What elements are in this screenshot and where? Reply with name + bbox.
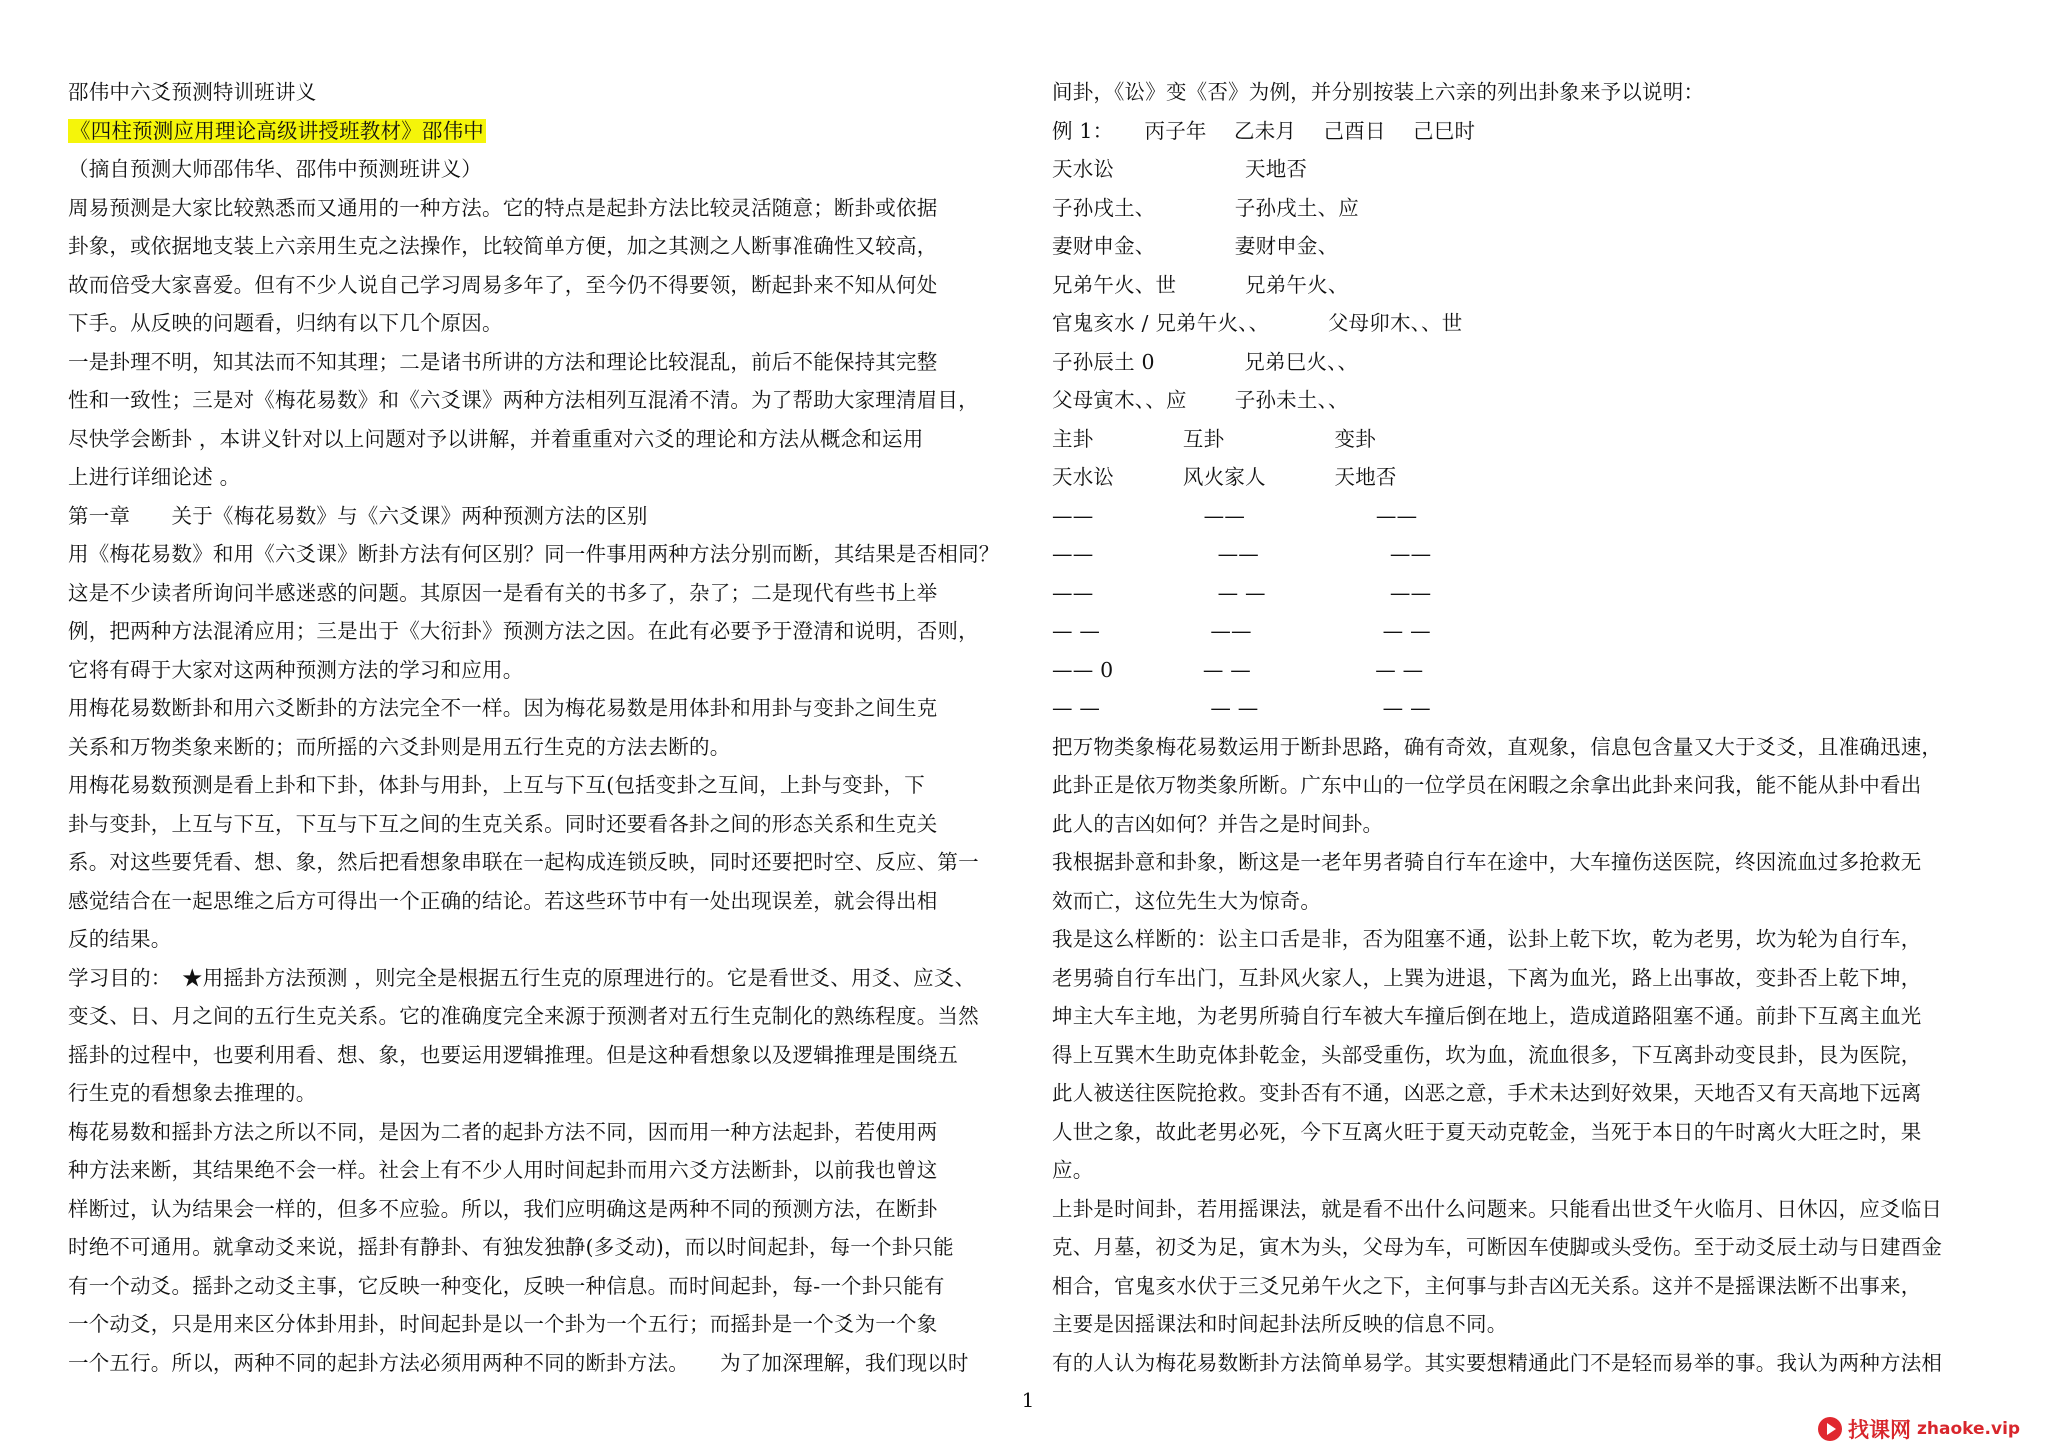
right-line: 此卦正是依万物类象所断。广东中山的一位学员在闲暇之余拿出此卦来问我，能不能从卦中看出 bbox=[1052, 773, 1922, 797]
watermark-domain: zhaoke.vip bbox=[1917, 1419, 2021, 1439]
right-line: 父母寅木、、应 子孙未土、、 bbox=[1052, 388, 1349, 412]
right-line: 得上互巽木生助克体卦乾金，头部受重伤，坎为血，流血很多，下互离卦动变艮卦，艮为医院， bbox=[1052, 1042, 1922, 1067]
right-line: 坤主大车主地，为老男所骑自行车被大车撞后倒在地上，造成道路阻塞不通。前卦下互离主血光 bbox=[1052, 1004, 1922, 1028]
right-line: 克、月墓，初爻为足，寅木为头，父母为车，可断因车使脚或头受伤。至于动爻辰土动与日建酉金 bbox=[1052, 1235, 1943, 1259]
right-line: 相合，官鬼亥水伏于三爻兄弟午火之下，主何事与卦吉凶无关系。这并不是摇课法断不出事来， bbox=[1052, 1273, 1922, 1298]
left-line: 一是卦理不明，知其法而不知其理；二是诸书所讲的方法和理论比较混乱，前后不能保持其完整 bbox=[68, 349, 938, 374]
right-line: 天水讼 风火家人 天地否 bbox=[1052, 465, 1397, 489]
right-line: 间卦，《讼》变《否》为例，并分别按装上六亲的列出卦象来予以说明： bbox=[1052, 80, 1705, 104]
right-line: — — —— — — bbox=[1052, 619, 1431, 643]
right-line: 人世之象，故此老男必死，今下互离火旺于夏天动克乾金，当死于本日的午时离火大旺之时，果 bbox=[1052, 1119, 1922, 1144]
right-line: 妻财申金、 妻财申金、 bbox=[1052, 234, 1339, 258]
left-line: 反的结果。 bbox=[68, 927, 172, 951]
right-line: 例 1： 丙子年 乙未月 己酉日 己巳时 bbox=[1052, 118, 1476, 143]
left-line: 种方法来断，其结果绝不会一样。社会上有不少人用时间起卦而用六爻方法断卦，以前我也曾这 bbox=[68, 1158, 938, 1182]
right-line: —— — — —— bbox=[1052, 580, 1432, 605]
play-logo-icon bbox=[1818, 1417, 1842, 1441]
left-line: 摇卦的过程中，也要利用看、想、象，也要运用逻辑推理。但是这种看想象以及逻辑推理是围绕五 bbox=[68, 1042, 959, 1067]
right-line: 有的人认为梅花易数断卦方法简单易学。其实要想精通此门不是轻而易举的事。我认为两种方法相 bbox=[1052, 1350, 1943, 1375]
right-line: 天水讼 天地否 bbox=[1052, 157, 1308, 181]
right-line: 老男骑自行车出门，互卦风火家人，上巽为进退，下离为血光，路上出事故，变卦否上乾下坤， bbox=[1052, 965, 1922, 990]
right-line: 我是这么样断的：讼主口舌是非，否为阻塞不通，讼卦上乾下坎，乾为老男，坎为轮为自行车， bbox=[1052, 927, 1922, 951]
right-line: 主要是因摇课法和时间起卦法所反映的信息不同。 bbox=[1052, 1312, 1508, 1336]
right-line: 子孙辰土 0 兄弟巳火、、 bbox=[1052, 349, 1359, 374]
left-line: 用梅花易数断卦和用六爻断卦的方法完全不一样。因为梅花易数是用体卦和用卦与变卦之间生克 bbox=[68, 696, 938, 720]
right-line: —— —— —— bbox=[1052, 503, 1418, 528]
left-line: （摘自预测大师邵伟华、邵伟中预测班讲义） bbox=[68, 157, 482, 181]
left-line: 用《梅花易数》和用《六爻课》断卦方法有何区别？同一件事用两种方法分别而断，其结果是否相同？ bbox=[68, 542, 1000, 566]
left-line: 一个五行。所以，两种不同的起卦方法必须用两种不同的断卦方法。 为了加深理解，我们现以时 bbox=[68, 1350, 969, 1375]
left-line: 性和一致性；三是对《梅花易数》和《六爻课》两种方法相列互混淆不清。为了帮助大家理清眉目， bbox=[68, 388, 979, 412]
right-column bbox=[1052, 73, 1992, 1382]
right-line: — — — — — — bbox=[1052, 696, 1431, 720]
left-line: 周易预测是大家比较熟悉而又通用的一种方法。它的特点是起卦方法比较灵活随意；断卦或依据 bbox=[68, 195, 938, 220]
right-line: 效而亡，这位先生大为惊奇。 bbox=[1052, 888, 1322, 913]
left-line: 第一章 关于《梅花易数》与《六爻课》两种预测方法的区别 bbox=[68, 503, 648, 528]
left-line: 关系和万物类象来断的；而所摇的六爻卦则是用五行生克的方法去断的。 bbox=[68, 734, 731, 759]
left-line: 卦象，或依据地支装上六亲用生克之法操作，比较简单方便，加之其测之人断事准确性又较高， bbox=[68, 234, 938, 258]
right-line: 我根据卦意和卦象，断这是一老年男者骑自行车在途中，大车撞伤送医院，终因流血过多抢救无 bbox=[1052, 850, 1922, 874]
page-number: 1 bbox=[1021, 1388, 1035, 1412]
right-line: 把万物类象梅花易数运用于断卦思路，确有奇效，直观象，信息包含量又大于爻爻，且准确迅速， bbox=[1052, 734, 1943, 759]
left-line: 感觉结合在一起思维之后方可得出一个正确的结论。若这些环节中有一处出现误差，就会得出相 bbox=[68, 888, 938, 913]
right-line: 子孙戌土、 子孙戌土、应 bbox=[1052, 195, 1359, 220]
left-line: 一个动爻，只是用来区分体卦用卦，时间起卦是以一个卦为一个五行；而摇卦是一个爻为一个象 bbox=[68, 1312, 938, 1336]
left-line: 下手。从反映的问题看，归纳有以下几个原因。 bbox=[68, 311, 503, 335]
left-line: 行生克的看想象去推理的。 bbox=[68, 1081, 317, 1105]
right-line: 此人被送往医院抢救。变卦否有不通，凶恶之意，手术未达到好效果，天地否又有天高地下远离 bbox=[1052, 1081, 1922, 1105]
right-line: 此人的吉凶如何？并告之是时间卦。 bbox=[1052, 811, 1384, 836]
watermark bbox=[1818, 1414, 2020, 1444]
left-line: 邵伟中六爻预测特训班讲义 bbox=[68, 80, 317, 104]
left-line: 卦与变卦，上互与下互，下互与下互之间的生克关系。同时还要看各卦之间的形态关系和生克关 bbox=[68, 811, 938, 836]
left-line: 样断过，认为结果会一样的，但多不应验。所以，我们应明确这是两种不同的预测方法，在断卦 bbox=[68, 1196, 938, 1221]
left-line: 梅花易数和摇卦方法之所以不同，是因为二者的起卦方法不同，因而用一种方法起卦，若使用两 bbox=[68, 1119, 938, 1144]
left-line: 它将有碍于大家对这两种预测方法的学习和应用。 bbox=[68, 657, 524, 682]
left-line: 系。对这些要凭看、想、象，然后把看想象串联在一起构成连锁反映，同时还要把时空、反应、第一 bbox=[68, 850, 979, 874]
left-column bbox=[68, 73, 1018, 1382]
left-line: 上进行详细论述 。 bbox=[68, 465, 241, 489]
left-line: 尽快学会断卦 ，本讲义针对以上问题对予以讲解，并着重重对六爻的理论和方法从概念和运用 bbox=[68, 426, 924, 451]
left-line: 时绝不可通用。就拿动爻来说，摇卦有静卦、有独发独静(多爻动)，而以时间起卦，每一个卦只能 bbox=[68, 1235, 954, 1259]
left-line: 用梅花易数预测是看上卦和下卦，体卦与用卦，上互与下互(包括变卦之互间，上卦与变卦，下 bbox=[68, 773, 925, 797]
left-line: 有一个动爻。摇卦之动爻主事，它反映一种变化，反映一种信息。而时间起卦，每-一个卦只能有 bbox=[68, 1273, 945, 1298]
left-line: 例，把两种方法混淆应用；三是出于《大衍卦》预测方法之因。在此有必要予于澄清和说明，否则， bbox=[68, 619, 979, 643]
right-line: 应。 bbox=[1052, 1158, 1094, 1182]
right-line: 兄弟午火、世 兄弟午火、 bbox=[1052, 272, 1349, 297]
watermark-brand: 找课网 bbox=[1848, 1418, 1911, 1442]
right-line: 官鬼亥水 / 兄弟午火、、 父母卯木、、世 bbox=[1052, 311, 1463, 335]
highlighted-title: 《四柱预测应用理论高级讲授班教材》邵伟中 bbox=[70, 118, 484, 143]
left-line: 故而倍受大家喜爱。但有不少人说自己学习周易多年了，至今仍不得要领，断起卦来不知从何处 bbox=[68, 272, 938, 297]
right-line: —— —— —— bbox=[1052, 542, 1432, 566]
right-line: —— 0 — — — — bbox=[1052, 657, 1424, 682]
right-line: 上卦是时间卦，若用摇课法，就是看不出什么问题来。只能看出世爻午火临月、日休囚，应爻临日 bbox=[1052, 1196, 1943, 1221]
left-line bbox=[68, 112, 1018, 151]
right-line: 主卦 互卦 变卦 bbox=[1052, 426, 1376, 451]
left-line: 这是不少读者所询问半感迷惑的问题。其原因一是看有关的书多了，杂了；二是现代有些书上举 bbox=[68, 580, 938, 605]
left-line: 学习目的： ★用摇卦方法预测 ，则完全是根据五行生克的原理进行的。它是看世爻、用爻、应爻、 bbox=[68, 965, 976, 990]
left-line: 变爻、日、月之间的五行生克关系。它的准确度完全来源于预测者对五行生克制化的熟练程度。当然 bbox=[68, 1004, 979, 1028]
